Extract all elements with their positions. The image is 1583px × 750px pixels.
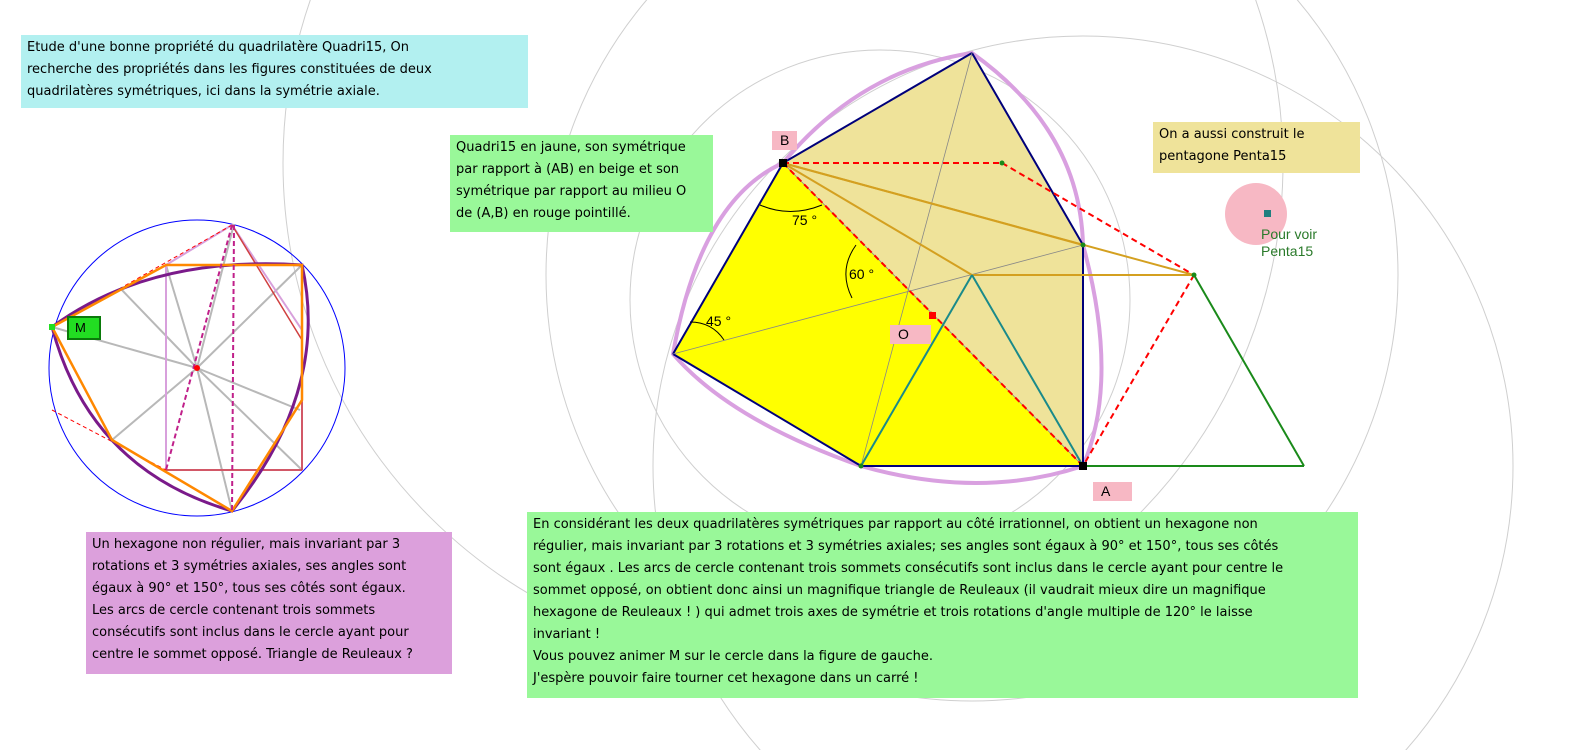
intro-note: Etude d'une bonne propriété du quadrilatère Quadri15, On recherche des propriétés dans les figures constituées de deux quadrilatères symétriques, ici dans la symétrie axiale. bbox=[21, 35, 528, 108]
penta-toggle-dot[interactable] bbox=[1264, 210, 1271, 217]
point-m-marker[interactable] bbox=[49, 324, 55, 330]
label-o: O bbox=[890, 325, 931, 344]
vertex-dot bbox=[859, 464, 864, 469]
vertex-dot bbox=[1192, 273, 1197, 278]
animate-m-button[interactable]: M bbox=[67, 316, 101, 340]
point-b[interactable] bbox=[779, 159, 787, 167]
vertex-dot bbox=[1000, 161, 1005, 166]
left-figure bbox=[49, 220, 345, 516]
quadri-note: Quadri15 en jaune, son symétrique par rapport à (AB) en beige et son symétrique par rapport au milieu O de (A,B) en rouge pointillé. bbox=[450, 135, 713, 232]
green-triangle bbox=[1083, 275, 1304, 466]
left-red-dashed bbox=[52, 225, 232, 470]
penta-note: On a aussi construit le pentagone Penta15 bbox=[1153, 122, 1360, 173]
left-center-point bbox=[194, 365, 200, 371]
angle-label-60: 60 ° bbox=[849, 266, 875, 282]
label-b: B bbox=[772, 131, 797, 150]
angle-label-75: 75 ° bbox=[792, 212, 818, 228]
point-a[interactable] bbox=[1079, 462, 1087, 470]
penta-toggle-label[interactable]: Pour voir Penta15 bbox=[1261, 226, 1318, 259]
left-reuleaux bbox=[52, 264, 308, 511]
hexagon-left-note: Un hexagone non régulier, mais invariant par 3 rotations et 3 symétries axiales, ses angles sont égaux à 90° et 150°, tous ses côtés sont égaux. Les arcs de cercle contenant trois sommets consécutifs sont inclus dans le cercle ayant pour centre le sommet opposé. Triangle de Reuleaux ? bbox=[86, 532, 452, 674]
label-a: A bbox=[1093, 482, 1132, 501]
main-figure bbox=[673, 53, 1304, 483]
main-note: En considérant les deux quadrilatères symétriques par rapport au côté irrationnel, on obtient un hexagone non régulier, mais invariant par 3 rotations et 3 symétries axiales; ses angles sont égaux à 90° et 150°, tous ses côtés sont égaux . Les arcs de cercle contenant trois sommets consécutifs sont inclus dans le cercle ayant pour centre le sommet opposé, on obtient donc ainsi un magnifique triangle de Reuleaux (il vaudrait mieux dire un magnifique hexagone de Reuleaux ! ) qui admet trois axes de symétrie et trois rotations d'angle multiple de 120° le laisse invariant ! Vous pouvez animer M sur le cercle dans la figure de gauche. J'espère pouvoir faire tourner cet hexagone dans un carré ! bbox=[527, 512, 1358, 698]
point-red-marker[interactable] bbox=[929, 312, 936, 319]
vertex-dot bbox=[1081, 243, 1086, 248]
angle-label-45: 45 ° bbox=[706, 313, 732, 329]
